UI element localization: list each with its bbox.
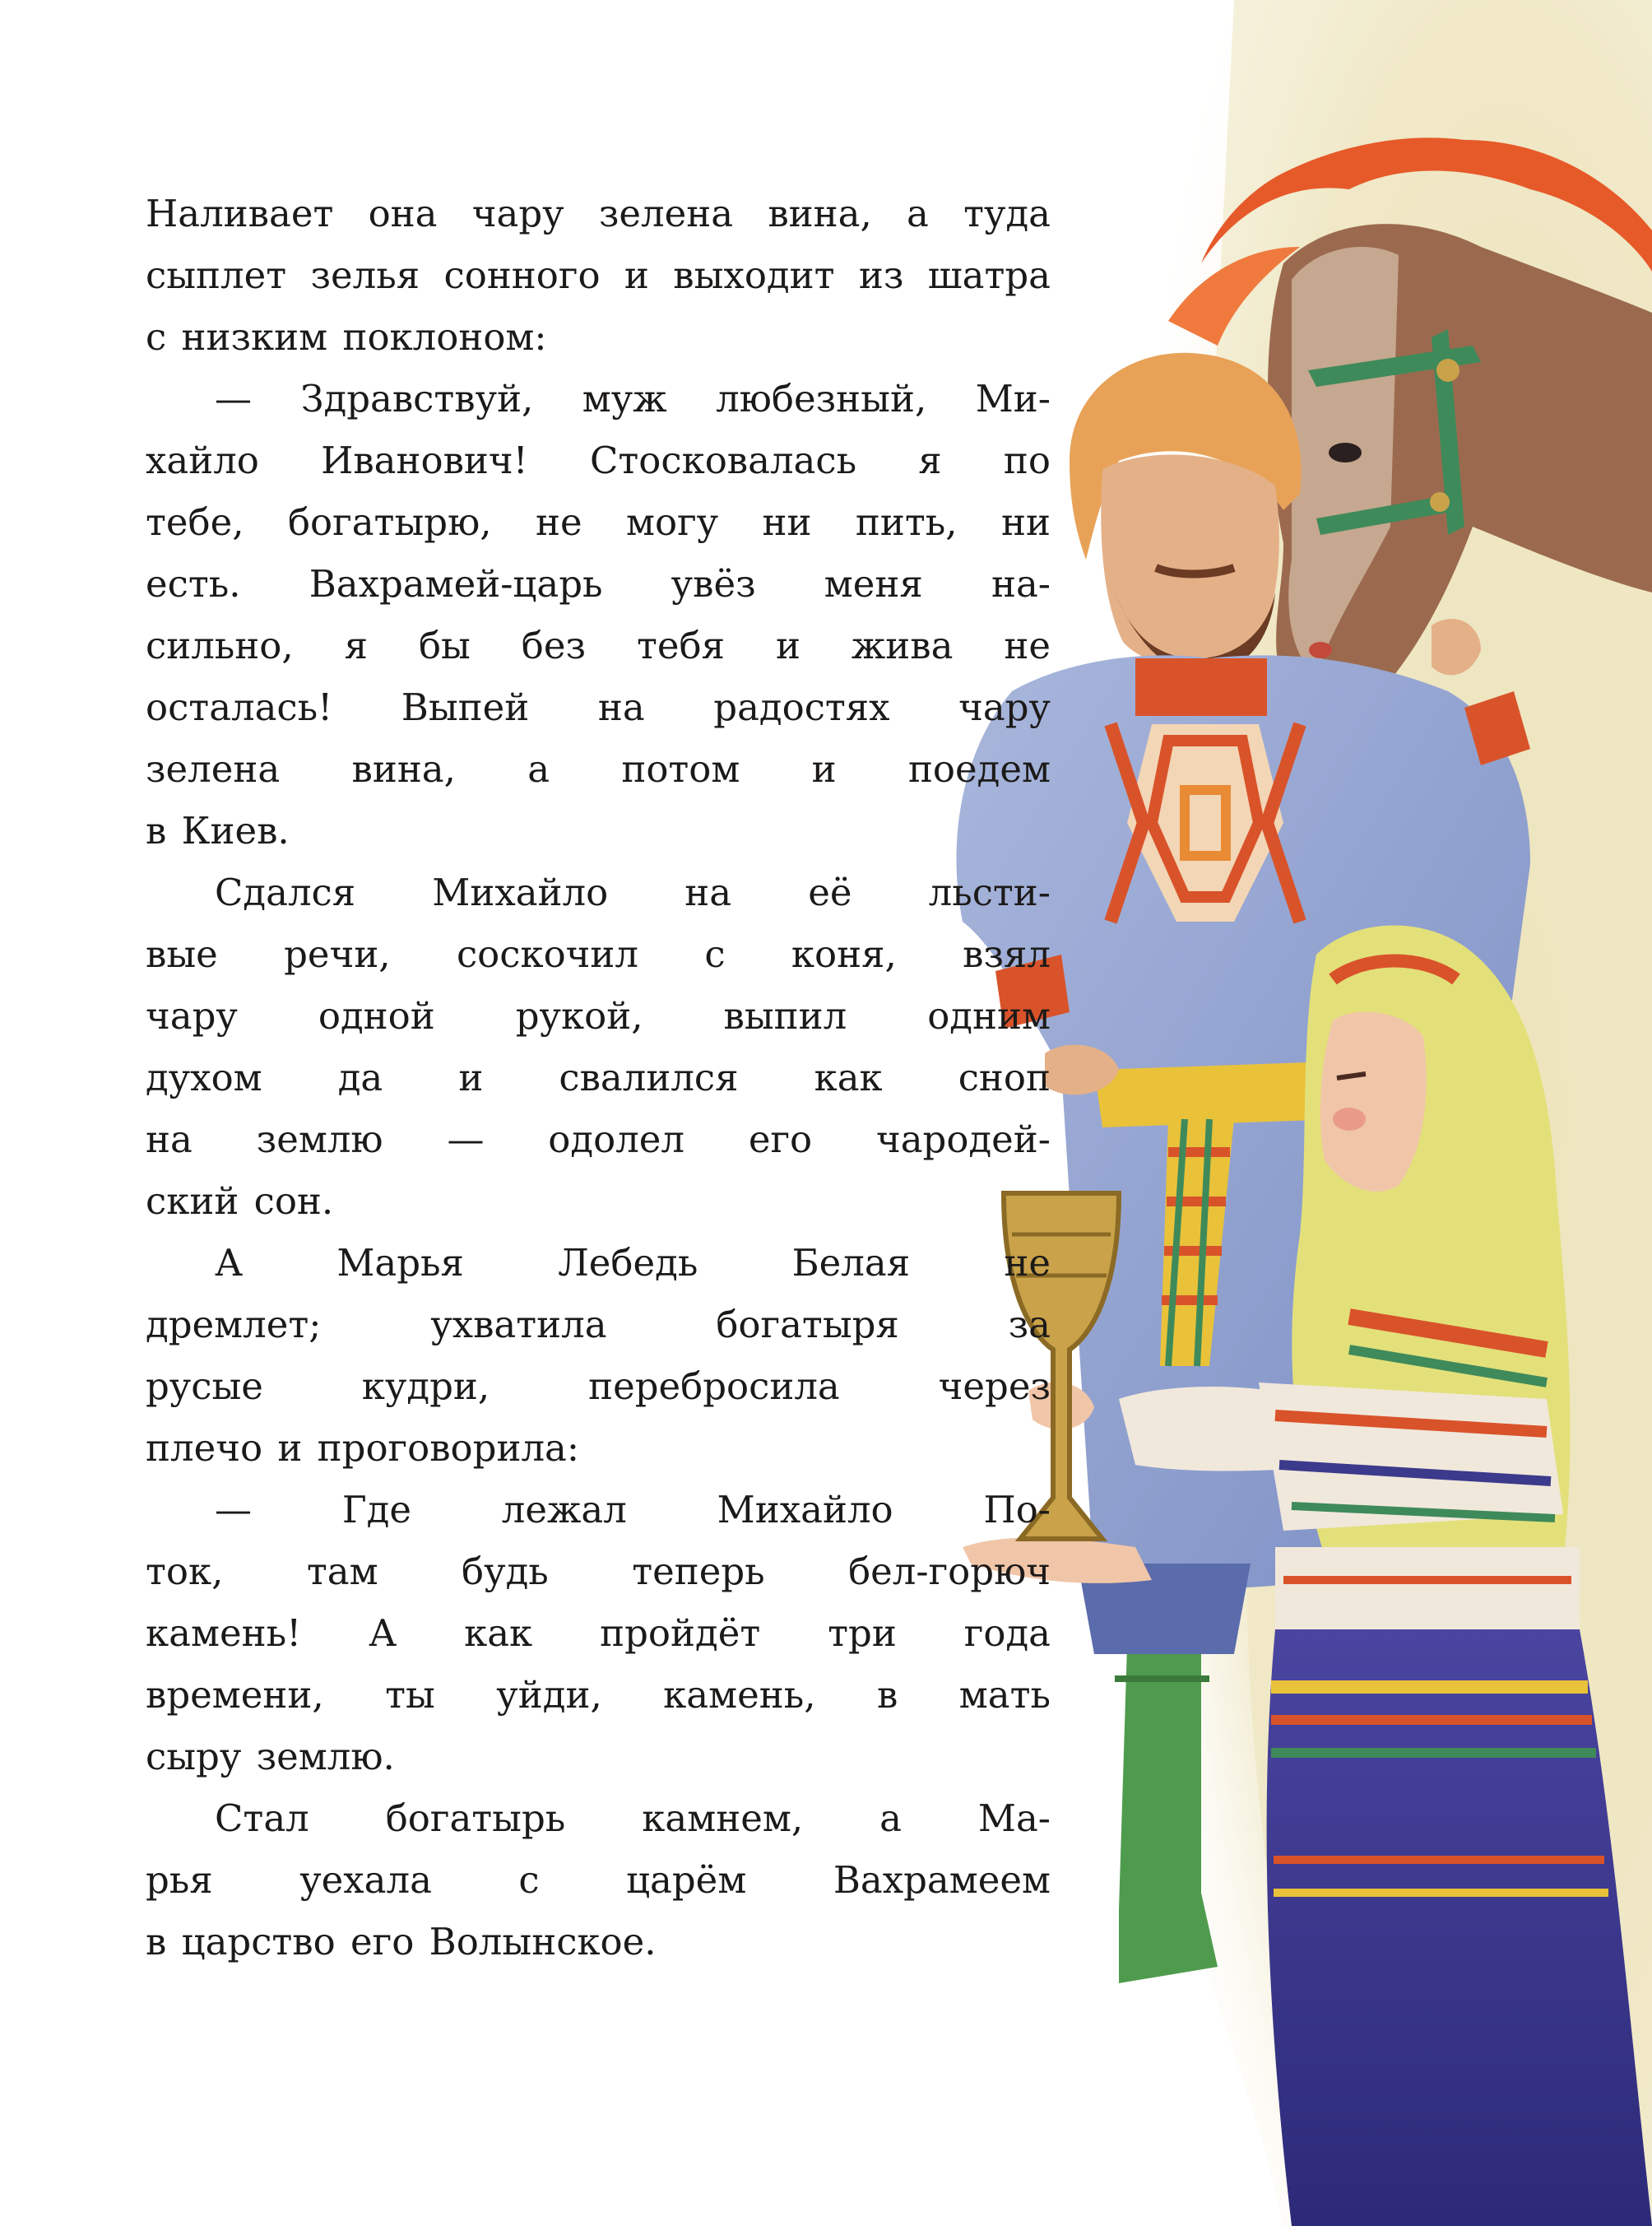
text-line: А Марья Лебедь Белая не [215,1241,1051,1285]
text-line: русые кудри, перебросила через [146,1364,1051,1408]
text-line: духом да и свалился как сноп [146,1056,1051,1099]
text-line: зелена вина, а потом и поедем [146,747,1051,791]
text-line: — Где лежал Михайло По- [215,1488,1051,1531]
paragraph [146,368,1051,862]
text-line: хайло Иванович! Стосковалась я по [146,439,1051,482]
text-line: рья уехала с царём Вахрамеем [146,1858,1051,1902]
text-line: Наливает она чару зелена вина, а туда [146,192,1051,235]
text-line: дремлет; ухватила богатыря за [146,1303,1051,1346]
paragraph [146,862,1051,1232]
text-line: сыплет зелья сонного и выходит из шатра [146,253,1051,297]
story-text [146,183,1051,1973]
paragraph [146,183,1051,368]
text-line: на землю — одолел его чародей- [146,1118,1051,1161]
paragraph [146,1479,1051,1787]
text-line: Сдался Михайло на её льсти- [215,871,1051,914]
text-line: — Здравствуй, муж любезный, Ми- [215,377,1051,421]
text-line: есть. Вахрамей-царь увёз меня на- [146,562,1051,606]
text-line: с низким поклоном: [146,315,547,359]
text-line: времени, ты уйди, камень, в мать [146,1673,1051,1717]
paragraph [146,1232,1051,1479]
text-line: ток, там будь теперь бел-горюч [146,1550,1051,1593]
text-line: сильно, я бы без тебя и жива не [146,624,1051,667]
text-line: чару одной рукой, выпил одним [146,994,1051,1038]
text-line: тебе, богатырю, не могу ни пить, ни [146,500,1051,544]
text-line: плечо и проговорила: [146,1426,580,1470]
text-line: в Киев. [146,809,290,853]
text-line: в царство его Волынское. [146,1920,657,1963]
text-line: камень! А как пройдёт три года [146,1611,1051,1655]
paragraph [146,1787,1051,1973]
text-line: вые речи, соскочил с коня, взял [146,932,1051,976]
text-line: ский сон. [146,1179,334,1223]
text-line: осталась! Выпей на радостях чару [146,685,1051,729]
text-line: сыру землю. [146,1735,395,1778]
text-line: Стал богатырь камнем, а Ма- [215,1796,1051,1840]
